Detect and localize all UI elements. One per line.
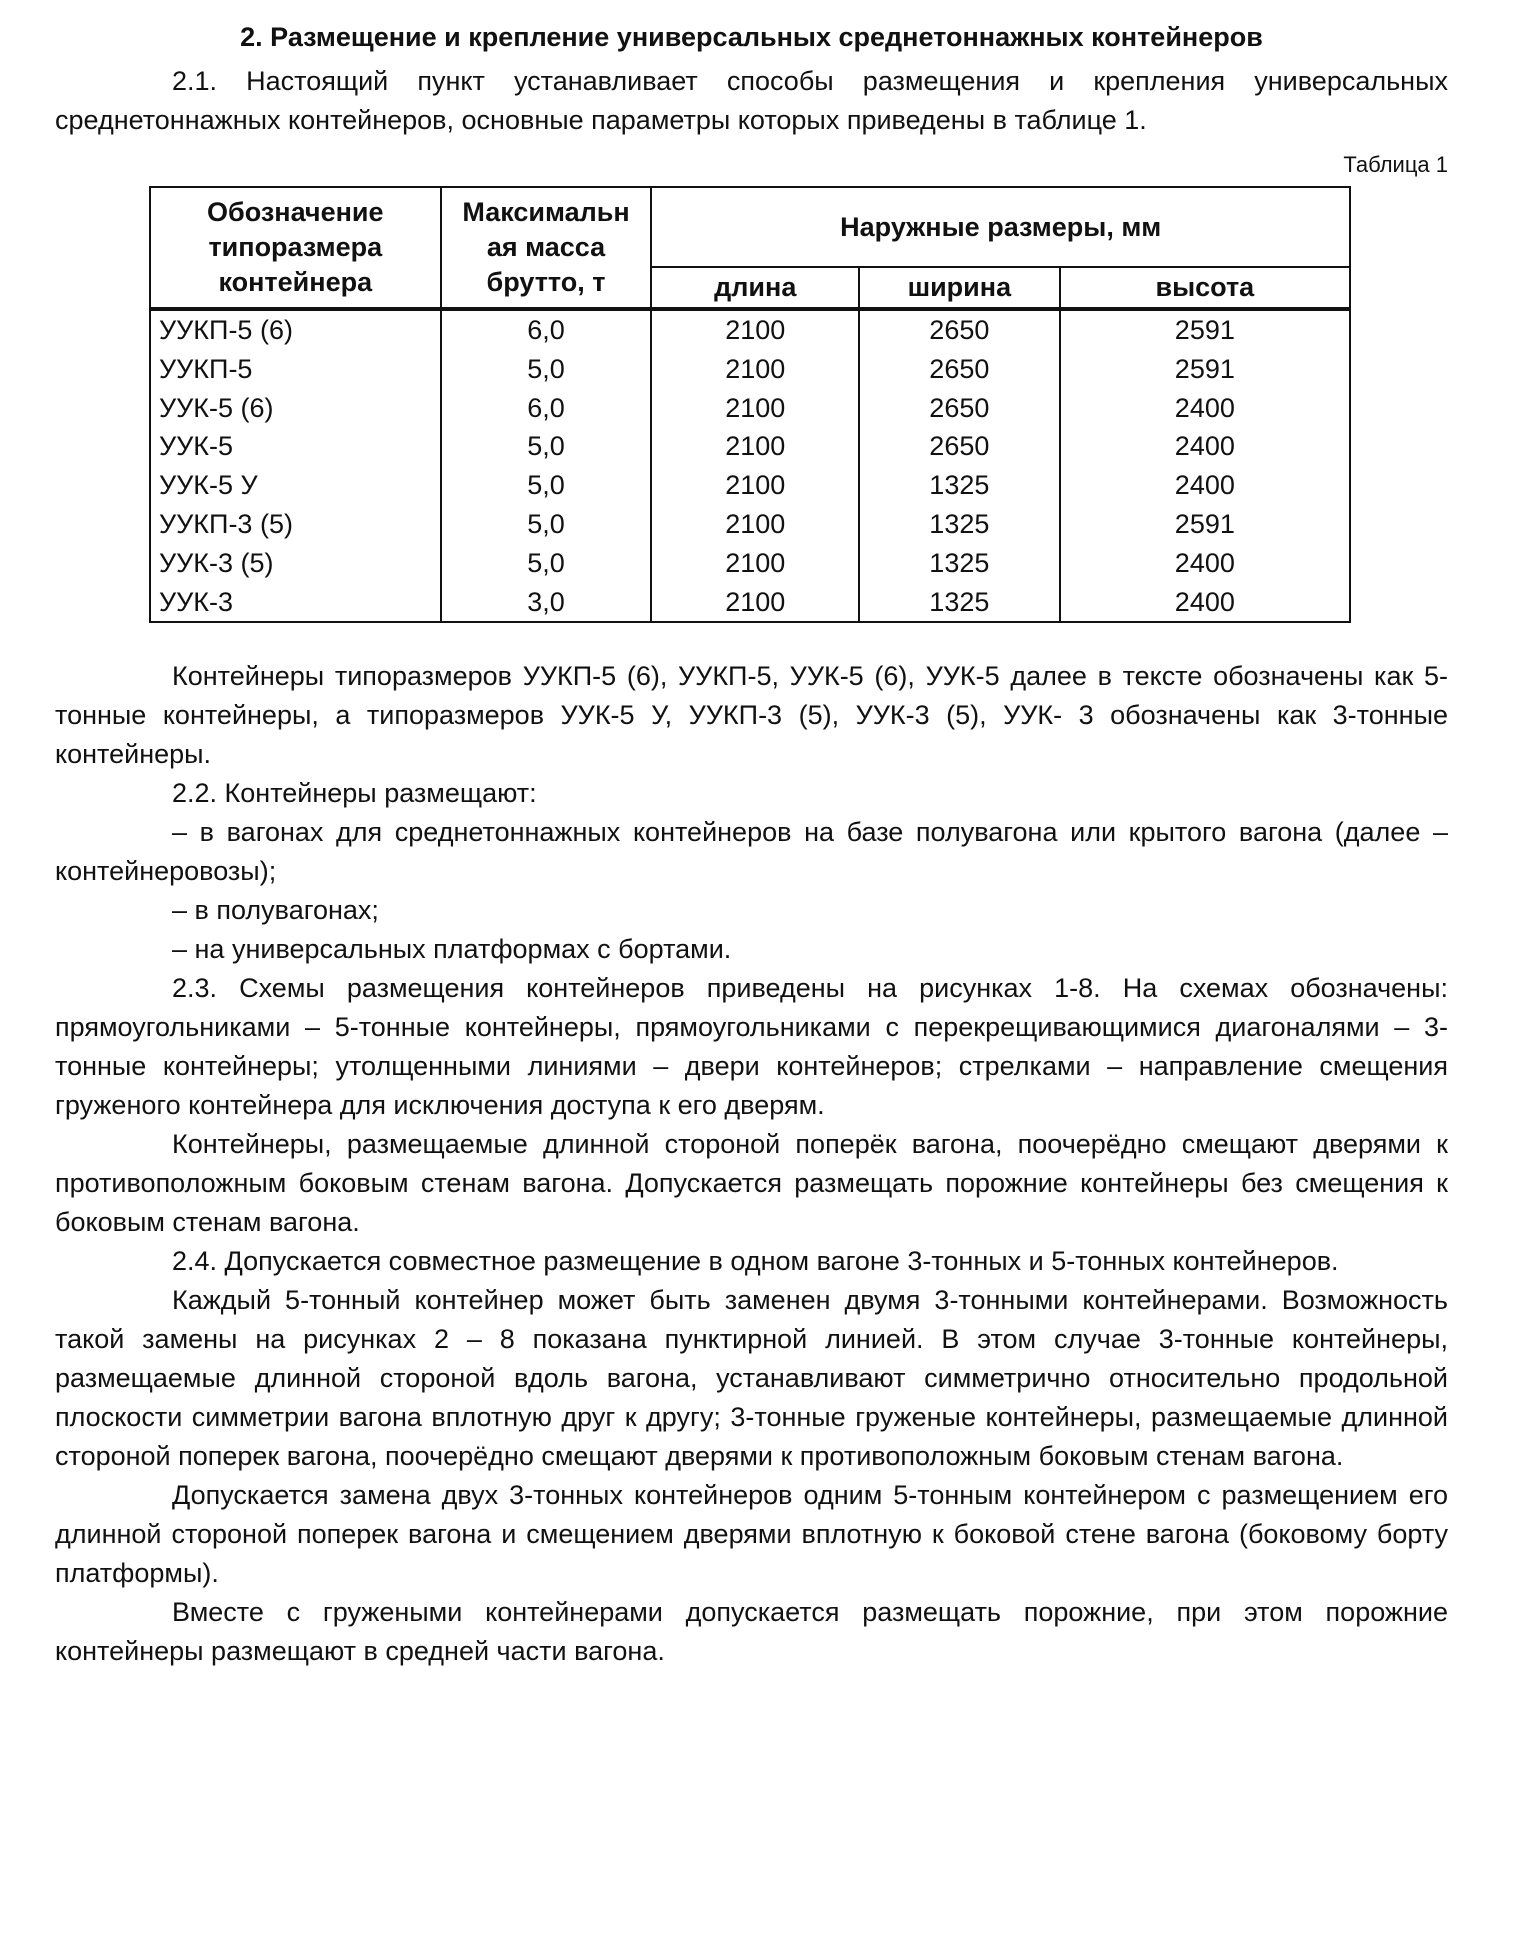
paragraph: – на универсальных платформах с бортами.: [172, 934, 732, 965]
paragraph: Контейнеры типоразмеров УУКП-5 (6), УУКП-5, УУК-5 (6), УУК-5 далее в тексте обозначены как 5-тонные контейнеры, а типоразмеров УУК-5 У, УУКП-3 (5), УУК-3 (5), УУК- 3 обозначены как 3-тонные контейнеры.: [55, 661, 1448, 770]
paragraph: 2.4. Допускается совместное размещение в одном вагоне 3-тонных и 5-тонных контейнеров.: [172, 1246, 1339, 1277]
paragraph: – в полувагонах;: [172, 895, 379, 926]
header-height: высота: [1060, 267, 1350, 309]
table-cell: 1325: [859, 544, 1060, 583]
header-width: ширина: [859, 267, 1060, 309]
table-caption: Таблица 1: [1343, 152, 1448, 177]
table-cell: 2591: [1060, 309, 1350, 350]
paragraph: Допускается замена двух 3-тонных контейнеров одним 5-тонным контейнером с размещением его длинной стороной поперек вагона и смещением дверями вплотную к боковой стене вагона (боковому борту платформы).: [55, 1480, 1448, 1589]
table-row: [150, 350, 1350, 389]
document-page: [55, 18, 1448, 1671]
table-cell: УУК-5 У: [150, 466, 441, 505]
intro-paragraph: 2.1. Настоящий пункт устанавливает способы размещения и крепления универсальных среднетоннажных контейнеров, основные параметры которых приведены в таблице 1.: [55, 66, 1448, 135]
table-cell: 5,0: [441, 466, 652, 505]
table-cell: 1325: [859, 466, 1060, 505]
table-cell: 5,0: [441, 544, 652, 583]
table-row: [150, 505, 1350, 544]
table-row: [150, 389, 1350, 428]
table-cell: УУКП-5: [150, 350, 441, 389]
paragraph: – в вагонах для среднетоннажных контейнеров на базе полувагона или крытого вагона (далее – контейнеровозы);: [55, 817, 1448, 887]
table-cell: УУК-5 (6): [150, 389, 441, 428]
table-cell: 6,0: [441, 309, 652, 350]
table-cell: 5,0: [441, 505, 652, 544]
header-length: длина: [651, 267, 859, 309]
table-cell: 6,0: [441, 389, 652, 428]
table-cell: 2100: [651, 309, 859, 350]
table-row: [150, 544, 1350, 583]
table-body: [150, 309, 1350, 622]
table-row: [150, 427, 1350, 466]
table-cell: 3,0: [441, 583, 652, 623]
table-cell: 2650: [859, 309, 1060, 350]
body-text: [55, 657, 1448, 1671]
table-row: [150, 309, 1350, 350]
table-cell: 5,0: [441, 427, 652, 466]
table-cell: 1325: [859, 505, 1060, 544]
table-cell: 2650: [859, 350, 1060, 389]
table-cell: 1325: [859, 583, 1060, 623]
table-cell: 2100: [651, 350, 859, 389]
table-cell: 2400: [1060, 583, 1350, 623]
paragraph: Вместе с гружеными контейнерами допускается размещать порожние, при этом порожние контейнеры размещают в средней части вагона.: [55, 1597, 1448, 1667]
header-designation: Обозначение типоразмера контейнера: [150, 187, 441, 309]
table-cell: 2591: [1060, 505, 1350, 544]
paragraph: Контейнеры, размещаемые длинной стороной поперёк вагона, поочерёдно смещают дверями к противоположным боковым стенам вагона. Допускается размещать порожние контейнеры без смещения к боковым стенам вагона.: [55, 1129, 1448, 1238]
header-max-mass: Максимальн ая масса брутто, т: [441, 187, 652, 309]
table-cell: 2100: [651, 544, 859, 583]
table-cell: 5,0: [441, 350, 652, 389]
table-cell: 2591: [1060, 350, 1350, 389]
table-cell: 2100: [651, 505, 859, 544]
table-cell: УУКП-5 (6): [150, 309, 441, 350]
table-row: [150, 466, 1350, 505]
section-title: 2. Размещение и крепление универсальных среднетоннажных контейнеров: [240, 22, 1263, 52]
table-cell: УУК-3: [150, 583, 441, 623]
table-cell: 2100: [651, 427, 859, 466]
table-cell: 2100: [651, 583, 859, 623]
table-cell: 2400: [1060, 466, 1350, 505]
table-row: [150, 583, 1350, 623]
table-cell: УУКП-3 (5): [150, 505, 441, 544]
paragraph: Каждый 5-тонный контейнер может быть заменен двумя 3-тонными контейнерами. Возможность такой замены на рисунках 2 – 8 показана пунктирной линией. В этом случае 3-тонные контейнеры, размещаемые длинной стороной вдоль вагона, устанавливают симметрично относительно продольной плоскости симметрии вагона вплотную друг к другу; 3-тонные груженые контейнеры, размещаемые длинной стороной поперек вагона, поочерёдно смещают дверями к противоположным боковым стенам вагона.: [55, 1285, 1448, 1472]
table-cell: УУК-5: [150, 427, 441, 466]
table-cell: 2100: [651, 389, 859, 428]
containers-table: [149, 186, 1351, 623]
paragraph: 2.3. Схемы размещения контейнеров приведены на рисунках 1-8. На схемах обозначены: прямоугольниками – 5-тонные контейнеры, прямоугольниками с перекрещивающимися диагоналями – 3-тонные контейнеры; утолщенными линиями – двери контейнеров; стрелками – направление смещения груженого контейнера для исключения доступа к его дверям.: [55, 973, 1448, 1121]
header-dimensions: Наружные размеры, мм: [651, 187, 1350, 267]
table-cell: 2100: [651, 466, 859, 505]
table-cell: 2400: [1060, 389, 1350, 428]
table-cell: 2650: [859, 427, 1060, 466]
table-cell: 2400: [1060, 427, 1350, 466]
table-cell: УУК-3 (5): [150, 544, 441, 583]
paragraph: 2.2. Контейнеры размещают:: [172, 778, 537, 809]
table-cell: 2400: [1060, 544, 1350, 583]
table-cell: 2650: [859, 389, 1060, 428]
